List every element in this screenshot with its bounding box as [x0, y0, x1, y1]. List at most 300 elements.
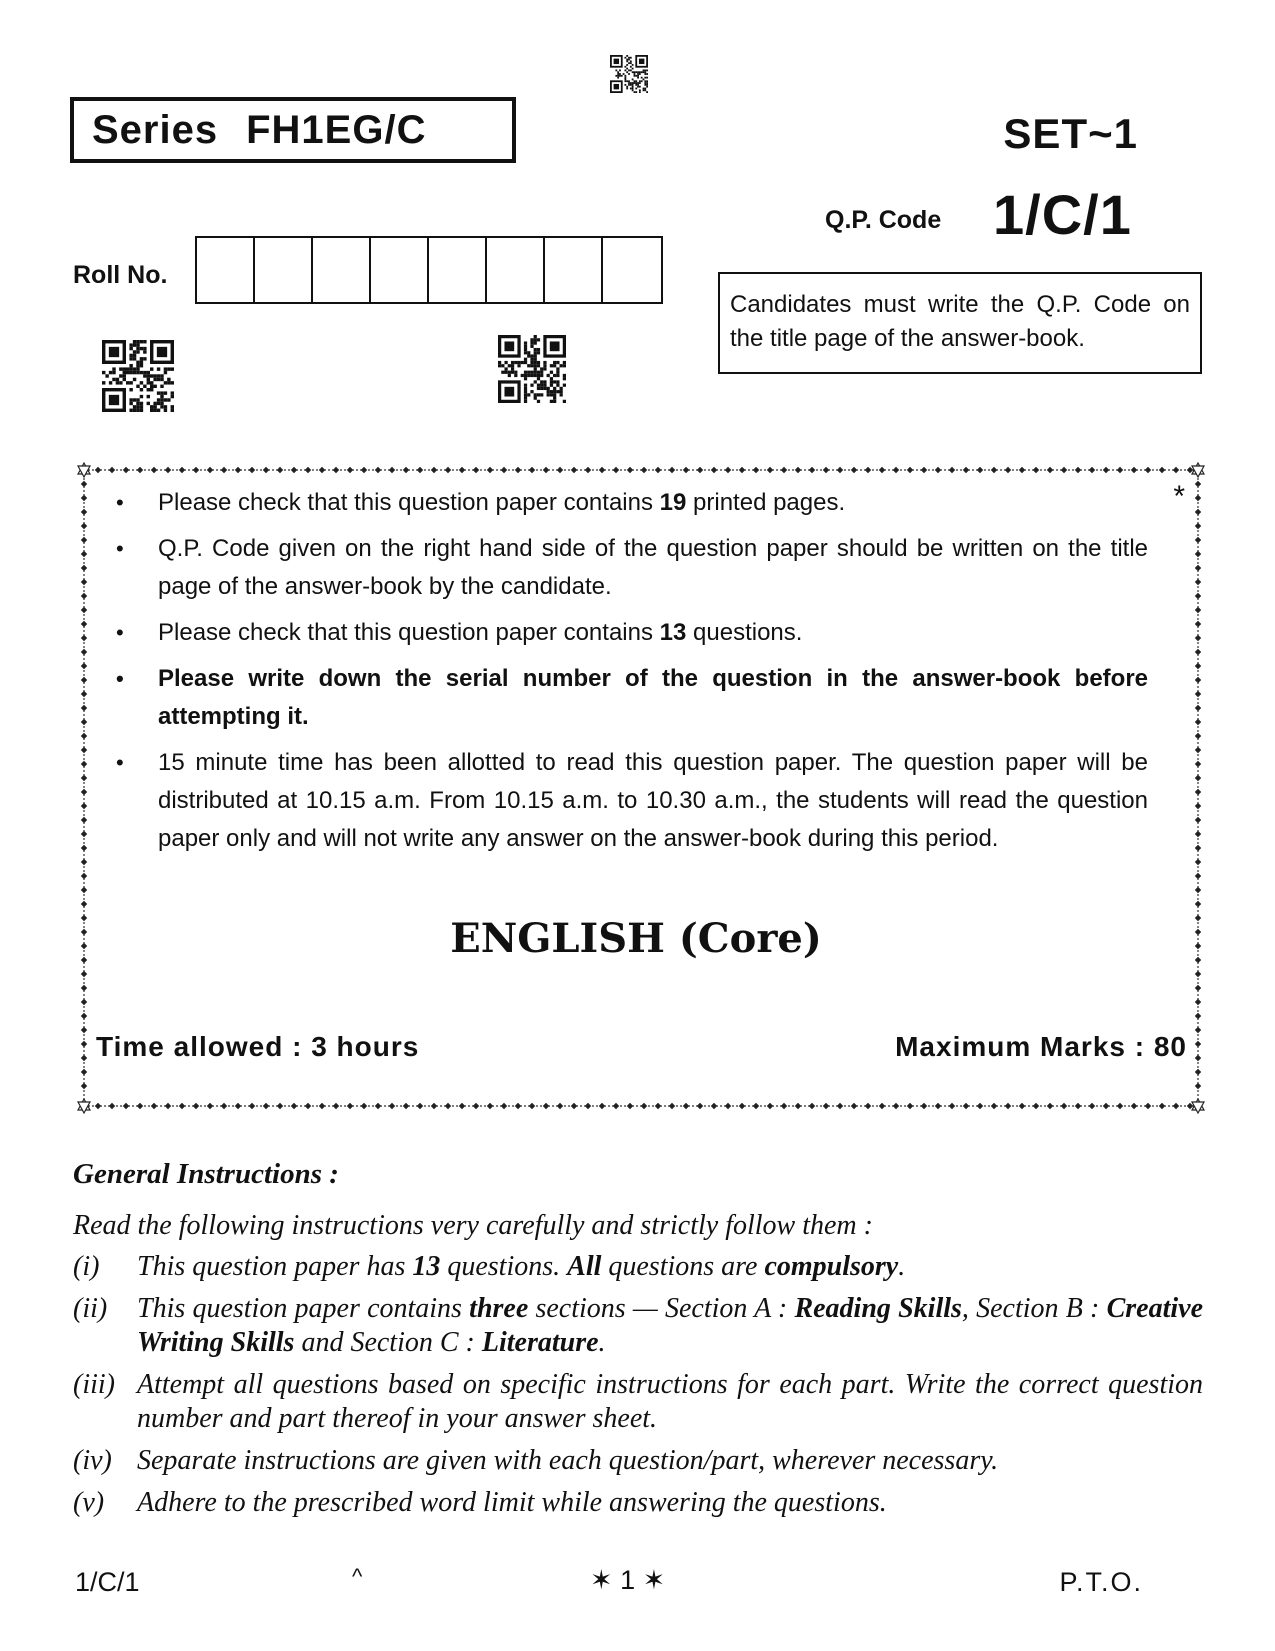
set-label: SET~1	[1003, 110, 1138, 157]
diamond-ornament	[81, 873, 87, 879]
diamond-ornament	[81, 649, 87, 655]
diamond-ornament	[1103, 467, 1109, 473]
diamond-ornament	[1195, 523, 1201, 529]
diamond-ornament	[1195, 677, 1201, 683]
diamond-ornament	[501, 467, 507, 473]
roll-number-boxes[interactable]	[195, 236, 663, 304]
series-label: Series	[92, 107, 219, 152]
diamond-ornament	[81, 887, 87, 893]
diamond-ornament	[627, 1103, 633, 1109]
diamond-ornament	[1195, 845, 1201, 851]
instruction-text: Attempt all questions based on specific instructions for each part. Write the correct question number and part thereof in your answer sheet.	[137, 1369, 1203, 1434]
diamond-ornament	[459, 467, 465, 473]
diamond-ornament	[473, 467, 479, 473]
instruction-item	[73, 1486, 1203, 1520]
diamond-ornament	[81, 481, 87, 487]
checklist-item: • 15 minute time has been allotted to read this question paper. The question paper will be distributed at 10.15 a.m. From 10.15 a.m. to 10.30 a.m., the students will read the question paper only and will not write any answer on the answer-book during this period.	[96, 744, 1148, 858]
instruction-number: (iv)	[73, 1445, 112, 1476]
diamond-ornament	[1195, 705, 1201, 711]
diamond-ornament	[809, 1103, 815, 1109]
subject-title: ENGLISH (Core)	[450, 915, 822, 962]
diamond-ornament	[529, 467, 535, 473]
diamond-ornament	[1145, 1103, 1151, 1109]
diamond-ornament	[683, 1103, 689, 1109]
diamond-ornament	[81, 747, 87, 753]
diamond-ornament	[1075, 467, 1081, 473]
diamond-ornament	[1195, 663, 1201, 669]
diamond-ornament	[333, 467, 339, 473]
diamond-ornament	[81, 691, 87, 697]
diamond-ornament	[725, 1103, 731, 1109]
diamond-ornament	[263, 467, 269, 473]
diamond-ornament	[767, 467, 773, 473]
paper-checklist	[96, 484, 1192, 866]
diamond-ornament	[81, 495, 87, 501]
diamond-ornament	[319, 1103, 325, 1109]
diamond-ornament	[319, 467, 325, 473]
diamond-ornament	[1195, 719, 1201, 725]
diamond-ornament	[1089, 1103, 1095, 1109]
diamond-ornament	[781, 1103, 787, 1109]
diamond-ornament	[81, 971, 87, 977]
instruction-number: (ii)	[73, 1293, 108, 1324]
diamond-ornament	[81, 523, 87, 529]
diamond-ornament	[837, 467, 843, 473]
diamond-ornament	[613, 1103, 619, 1109]
diamond-ornament	[711, 1103, 717, 1109]
diamond-ornament	[529, 1103, 535, 1109]
diamond-ornament	[655, 467, 661, 473]
instruction-text: Separate instructions are given with each question/part, wherever necessary.	[137, 1445, 999, 1476]
diamond-ornament	[1195, 551, 1201, 557]
roll-number-box[interactable]	[313, 238, 371, 302]
diamond-ornament	[403, 467, 409, 473]
diamond-ornament	[81, 1013, 87, 1019]
diamond-ornament	[445, 467, 451, 473]
diamond-ornament	[1195, 957, 1201, 963]
diamond-ornament	[627, 467, 633, 473]
diamond-ornament	[1195, 915, 1201, 921]
count-value: 19	[659, 489, 687, 516]
diamond-ornament	[151, 467, 157, 473]
diamond-ornament	[585, 467, 591, 473]
diamond-ornament	[739, 467, 745, 473]
time-allowed: Time allowed : 3 hours	[96, 1031, 420, 1062]
diamond-ornament	[949, 1103, 955, 1109]
diamond-ornament	[1159, 467, 1165, 473]
diamond-ornament	[347, 467, 353, 473]
diamond-ornament	[557, 1103, 563, 1109]
diamond-ornament	[1117, 467, 1123, 473]
diamond-ornament	[81, 677, 87, 683]
footer-qp-code: 1/C/1	[75, 1567, 140, 1597]
diamond-ornament	[361, 1103, 367, 1109]
diamond-ornament	[81, 761, 87, 767]
diamond-ornament	[375, 467, 381, 473]
diamond-ornament	[221, 467, 227, 473]
checklist-item: • Please check that this question paper contains 13 questions.	[96, 614, 1148, 652]
series-code: FH1EG/C	[246, 107, 427, 152]
diamond-ornament	[571, 1103, 577, 1109]
roll-number-label: Roll No.	[73, 261, 168, 289]
diamond-ornament	[81, 593, 87, 599]
diamond-ornament	[935, 467, 941, 473]
diamond-ornament	[81, 551, 87, 557]
diamond-ornament	[907, 467, 913, 473]
diamond-ornament	[781, 467, 787, 473]
diamond-ornament	[305, 1103, 311, 1109]
diamond-ornament	[1131, 1103, 1137, 1109]
diamond-ornament	[599, 467, 605, 473]
diamond-ornament	[193, 1103, 199, 1109]
diamond-ornament	[1195, 607, 1201, 613]
diamond-ornament	[137, 1103, 143, 1109]
diamond-ornament	[81, 607, 87, 613]
diamond-ornament	[81, 845, 87, 851]
diamond-ornament	[1195, 495, 1201, 501]
diamond-ornament	[1019, 467, 1025, 473]
diamond-ornament	[81, 789, 87, 795]
diamond-ornament	[165, 467, 171, 473]
diamond-ornament	[1195, 509, 1201, 515]
qr-code-top	[610, 55, 648, 93]
diamond-ornament	[81, 901, 87, 907]
general-instructions-list	[73, 1250, 1203, 1528]
diamond-ornament	[81, 831, 87, 837]
diamond-ornament	[1195, 999, 1201, 1005]
diamond-ornament	[543, 467, 549, 473]
diamond-ornament	[81, 733, 87, 739]
diamond-ornament	[1131, 467, 1137, 473]
roll-number-box[interactable]	[429, 238, 487, 302]
diamond-ornament	[1187, 1103, 1193, 1109]
star-of-david-icon	[1192, 463, 1204, 477]
instruction-item	[73, 1444, 1203, 1478]
diamond-ornament	[949, 467, 955, 473]
instruction-item	[73, 1292, 1203, 1360]
roll-number-box[interactable]	[603, 238, 661, 302]
diamond-ornament	[1195, 1041, 1201, 1047]
instruction-number: (iii)	[73, 1369, 115, 1400]
diamond-ornament	[795, 467, 801, 473]
diamond-ornament	[81, 719, 87, 725]
diamond-ornament	[81, 1083, 87, 1089]
diamond-ornament	[921, 1103, 927, 1109]
diamond-ornament	[823, 1103, 829, 1109]
diamond-ornament	[571, 467, 577, 473]
diamond-ornament	[81, 705, 87, 711]
diamond-ornament	[1195, 565, 1201, 571]
diamond-ornament	[795, 1103, 801, 1109]
diamond-ornament	[375, 1103, 381, 1109]
qr-code-icon	[610, 55, 648, 93]
star-of-david-icon	[78, 1099, 90, 1113]
diamond-ornament	[585, 1103, 591, 1109]
diamond-ornament	[641, 1103, 647, 1109]
diamond-ornament	[81, 621, 87, 627]
diamond-ornament	[81, 915, 87, 921]
diamond-ornament	[1117, 1103, 1123, 1109]
diamond-ornament	[1195, 887, 1201, 893]
diamond-ornament	[235, 1103, 241, 1109]
diamond-ornament	[1061, 1103, 1067, 1109]
diamond-ornament	[1047, 467, 1053, 473]
diamond-ornament	[907, 1103, 913, 1109]
checklist-item: • Please write down the serial number of the question in the answer-book before attempting it.	[96, 660, 1148, 736]
qr-code-icon	[498, 335, 566, 403]
diamond-ornament	[1195, 1069, 1201, 1075]
diamond-ornament	[1195, 1083, 1201, 1089]
asterisk-mark: *	[1173, 480, 1185, 513]
diamond-ornament	[1195, 761, 1201, 767]
diamond-ornament	[389, 1103, 395, 1109]
diamond-ornament	[431, 1103, 437, 1109]
diamond-ornament	[81, 1041, 87, 1047]
instruction-text: Adhere to the prescribed word limit while answering the questions.	[137, 1487, 887, 1518]
diamond-ornament	[235, 467, 241, 473]
diamond-ornament	[1089, 467, 1095, 473]
diamond-ornament	[851, 1103, 857, 1109]
diamond-ornament	[193, 467, 199, 473]
diamond-ornament	[1195, 943, 1201, 949]
maximum-marks: Maximum Marks : 80	[895, 1031, 1187, 1062]
diamond-ornament	[81, 999, 87, 1005]
footer-caret: ^	[352, 1564, 363, 1589]
diamond-ornament	[1195, 985, 1201, 991]
diamond-ornament	[207, 1103, 213, 1109]
diamond-ornament	[95, 1103, 101, 1109]
please-turn-over: P.T.O.	[1059, 1567, 1143, 1597]
roll-number-box[interactable]	[197, 238, 255, 302]
diamond-ornament	[403, 1103, 409, 1109]
diamond-ornament	[179, 1103, 185, 1109]
diamond-ornament	[1195, 1027, 1201, 1033]
diamond-ornament	[557, 467, 563, 473]
diamond-ornament	[683, 467, 689, 473]
diamond-ornament	[1195, 789, 1201, 795]
diamond-ornament	[389, 467, 395, 473]
instruction-number: (i)	[73, 1251, 100, 1282]
diamond-ornament	[207, 467, 213, 473]
qr-code-middle	[498, 335, 566, 403]
diamond-ornament	[1195, 971, 1201, 977]
diamond-ornament	[417, 467, 423, 473]
instruction-number: (v)	[73, 1487, 105, 1518]
diamond-ornament	[991, 467, 997, 473]
diamond-ornament	[669, 1103, 675, 1109]
diamond-ornament	[347, 1103, 353, 1109]
diamond-ornament	[81, 565, 87, 571]
diamond-ornament	[767, 1103, 773, 1109]
diamond-ornament	[333, 1103, 339, 1109]
diamond-ornament	[865, 467, 871, 473]
diamond-ornament	[1019, 1103, 1025, 1109]
checklist-item: • Q.P. Code given on the right hand side of the question paper should be written on the title page of the answer-book by the candidate.	[96, 530, 1148, 606]
diamond-ornament	[1195, 579, 1201, 585]
diamond-ornament	[1195, 859, 1201, 865]
diamond-ornament	[81, 1027, 87, 1033]
instruction-item	[73, 1368, 1203, 1436]
diamond-ornament	[473, 1103, 479, 1109]
diamond-ornament	[81, 663, 87, 669]
diamond-ornament	[893, 1103, 899, 1109]
instruction-text: This question paper contains three sections — Section A : Reading Skills, Section B : Creative Writing Skills and Section C : Literature.	[137, 1293, 1204, 1358]
diamond-ornament	[1173, 1103, 1179, 1109]
diamond-ornament	[1195, 621, 1201, 627]
diamond-ornament	[109, 467, 115, 473]
diamond-ornament	[655, 1103, 661, 1109]
diamond-ornament	[81, 635, 87, 641]
diamond-ornament	[1195, 803, 1201, 809]
diamond-ornament	[277, 467, 283, 473]
diamond-ornament	[1195, 1013, 1201, 1019]
roll-number-box[interactable]	[255, 238, 313, 302]
diamond-ornament	[879, 1103, 885, 1109]
diamond-ornament	[753, 467, 759, 473]
diamond-ornament	[1103, 1103, 1109, 1109]
diamond-ornament	[305, 467, 311, 473]
candidate-note: Candidates must write the Q.P. Code on the title page of the answer-book.	[718, 272, 1202, 374]
diamond-ornament	[81, 817, 87, 823]
diamond-ornament	[1195, 691, 1201, 697]
diamond-ornament	[361, 467, 367, 473]
roll-number-box[interactable]	[545, 238, 603, 302]
star-of-david-icon	[1192, 1099, 1204, 1113]
diamond-ornament	[1005, 1103, 1011, 1109]
diamond-ornament	[1145, 467, 1151, 473]
diamond-ornament	[81, 579, 87, 585]
diamond-ornament	[921, 467, 927, 473]
diamond-ornament	[179, 467, 185, 473]
diamond-ornament	[543, 1103, 549, 1109]
diamond-ornament	[1075, 1103, 1081, 1109]
instruction-item	[73, 1250, 1203, 1284]
diamond-ornament	[417, 1103, 423, 1109]
diamond-ornament	[221, 1103, 227, 1109]
diamond-ornament	[515, 1103, 521, 1109]
count-value: 13	[659, 619, 687, 646]
diamond-ornament	[1173, 467, 1179, 473]
diamond-ornament	[1187, 467, 1193, 473]
diamond-ornament	[81, 859, 87, 865]
diamond-ornament	[81, 929, 87, 935]
diamond-ornament	[123, 1103, 129, 1109]
diamond-ornament	[81, 1069, 87, 1075]
series-box	[70, 97, 516, 163]
diamond-ornament	[865, 1103, 871, 1109]
diamond-ornament	[249, 1103, 255, 1109]
diamond-ornament	[487, 1103, 493, 1109]
checklist-item: • Please check that this question paper contains 19 printed pages.	[96, 484, 1148, 522]
diamond-ornament	[725, 467, 731, 473]
diamond-ornament	[697, 1103, 703, 1109]
diamond-ornament	[599, 1103, 605, 1109]
diamond-ornament	[1195, 537, 1201, 543]
diamond-ornament	[277, 1103, 283, 1109]
diamond-ornament	[1195, 817, 1201, 823]
diamond-ornament	[1005, 467, 1011, 473]
diamond-ornament	[669, 467, 675, 473]
diamond-ornament	[613, 467, 619, 473]
diamond-ornament	[123, 467, 129, 473]
diamond-ornament	[291, 467, 297, 473]
diamond-ornament	[81, 1055, 87, 1061]
diamond-ornament	[851, 467, 857, 473]
diamond-ornament	[81, 943, 87, 949]
general-instructions-intro: Read the following instructions very carefully and strictly follow them :	[73, 1210, 873, 1241]
qp-code-label: Q.P. Code	[825, 206, 942, 234]
diamond-ornament	[1159, 1103, 1165, 1109]
diamond-ornament	[81, 775, 87, 781]
diamond-ornament	[151, 1103, 157, 1109]
qr-code-left	[102, 340, 174, 412]
qr-code-icon	[102, 340, 174, 412]
diamond-ornament	[81, 803, 87, 809]
diamond-ornament	[837, 1103, 843, 1109]
diamond-ornament	[641, 467, 647, 473]
star-of-david-icon	[78, 463, 90, 477]
diamond-ornament	[963, 1103, 969, 1109]
roll-number-box[interactable]	[487, 238, 545, 302]
diamond-ornament	[1047, 1103, 1053, 1109]
diamond-ornament	[977, 1103, 983, 1109]
diamond-ornament	[893, 467, 899, 473]
diamond-ornament	[753, 1103, 759, 1109]
diamond-ornament	[81, 957, 87, 963]
diamond-ornament	[81, 537, 87, 543]
diamond-ornament	[249, 467, 255, 473]
diamond-ornament	[1195, 1055, 1201, 1061]
diamond-ornament	[1195, 733, 1201, 739]
diamond-ornament	[879, 467, 885, 473]
diamond-ornament	[977, 467, 983, 473]
diamond-ornament	[697, 467, 703, 473]
diamond-ornament	[1195, 901, 1201, 907]
diamond-ornament	[1033, 467, 1039, 473]
diamond-ornament	[1195, 481, 1201, 487]
diamond-ornament	[1195, 649, 1201, 655]
diamond-ornament	[1195, 873, 1201, 879]
diamond-ornament	[1195, 635, 1201, 641]
diamond-ornament	[501, 1103, 507, 1109]
diamond-ornament	[137, 467, 143, 473]
diamond-ornament	[95, 467, 101, 473]
checklist-bullets	[96, 484, 1192, 858]
diamond-ornament	[109, 1103, 115, 1109]
instruction-text: This question paper has 13 questions. All questions are compulsory.	[137, 1251, 906, 1282]
diamond-ornament	[1195, 775, 1201, 781]
general-instructions-heading: General Instructions :	[73, 1158, 339, 1190]
diamond-ornament	[1195, 747, 1201, 753]
diamond-ornament	[991, 1103, 997, 1109]
diamond-ornament	[165, 1103, 171, 1109]
diamond-ornament	[459, 1103, 465, 1109]
diamond-ornament	[1061, 467, 1067, 473]
diamond-ornament	[263, 1103, 269, 1109]
roll-number-box[interactable]	[371, 238, 429, 302]
diamond-ornament	[1033, 1103, 1039, 1109]
diamond-ornament	[935, 1103, 941, 1109]
diamond-ornament	[739, 1103, 745, 1109]
diamond-ornament	[1195, 831, 1201, 837]
diamond-ornament	[291, 1103, 297, 1109]
diamond-ornament	[81, 985, 87, 991]
diamond-ornament	[1195, 593, 1201, 599]
diamond-ornament	[809, 467, 815, 473]
diamond-ornament	[487, 467, 493, 473]
diamond-ornament	[81, 509, 87, 515]
diamond-ornament	[711, 467, 717, 473]
